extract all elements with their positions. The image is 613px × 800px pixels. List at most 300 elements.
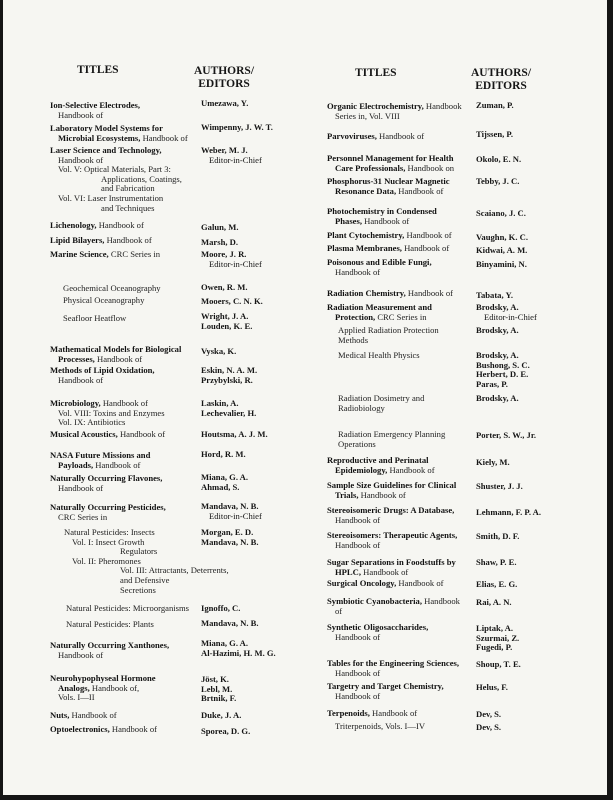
- title-bold-text: Poisonous and Edible Fungi,: [327, 257, 432, 267]
- title-line: [327, 268, 432, 278]
- author-name: Bushong, S. C.: [476, 359, 530, 370]
- title-text: Handbook of: [335, 539, 381, 550]
- title-line: [327, 516, 454, 526]
- title-bold-text: Mathematical Models for Biological: [50, 344, 182, 354]
- title-text: Vol. V: Optical Materials, Part 3:: [58, 164, 171, 175]
- right-title-entry: [327, 289, 453, 299]
- author-name: Al-Hazimi, H. M. G.: [201, 647, 276, 658]
- left-author-entry: [201, 604, 240, 614]
- right-author-entry: [476, 482, 523, 492]
- title-text: Handbook of: [396, 185, 444, 196]
- right-title-entry: [327, 579, 444, 589]
- title-text: Applied Radiation Protection: [338, 325, 439, 335]
- title-text: Handbook of: [93, 459, 141, 470]
- title-text: and Defensive: [120, 574, 170, 585]
- catalog-page: [3, 0, 607, 795]
- title-bold-text: Parvoviruses,: [327, 131, 377, 141]
- title-line: [327, 541, 457, 551]
- author-name: Shaw, P. E.: [476, 557, 517, 567]
- title-line: [327, 568, 456, 578]
- right-author-entry: [476, 233, 528, 243]
- right-title-entry: [327, 102, 462, 121]
- right-author-entry: [476, 431, 536, 441]
- title-text: Handbook: [423, 101, 462, 111]
- right-author-entry: [476, 624, 519, 653]
- title-text: Handbook of: [358, 489, 406, 500]
- title-bold-text: Laboratory Model Systems for: [50, 123, 163, 133]
- right-title-entry: [327, 682, 444, 701]
- left-title-entry: [50, 711, 117, 721]
- title-bold-text: Trials,: [335, 489, 359, 500]
- left-author-entry: [201, 473, 248, 492]
- right-title-entry: [335, 722, 425, 732]
- left-title-entry: [50, 674, 156, 703]
- title-bold-text: Stereoisomeric Drugs: A Database,: [327, 505, 455, 515]
- title-line: [50, 134, 188, 144]
- left-title-entry: [63, 284, 161, 294]
- right-title-entry: [327, 303, 432, 322]
- left-title-entry: [50, 641, 169, 660]
- title-text: Radiation Emergency Planning: [338, 429, 446, 439]
- title-bold-text: Processes,: [58, 353, 95, 364]
- author-name: Szurmai, Z.: [476, 632, 520, 643]
- title-text: Handbook of: [69, 710, 117, 720]
- author-name: Binyamini, N.: [476, 259, 527, 269]
- title-line: [327, 692, 444, 702]
- title-text: Handbook of: [335, 266, 381, 277]
- title-text: Handbook of: [58, 109, 104, 120]
- title-bold-text: Neurohypophyseal Hormone: [50, 673, 156, 683]
- right-title-entry: [327, 132, 424, 142]
- title-line: [50, 513, 166, 523]
- author-name: Vyska, K.: [201, 346, 237, 356]
- title-text: Handbook of,: [89, 682, 140, 693]
- title-text: and Techniques: [101, 202, 155, 213]
- title-bold-text: Naturally Occurring Flavones,: [50, 473, 163, 483]
- left-author-entry: [201, 297, 263, 307]
- title-bold-text: Musical Acoustics,: [50, 429, 118, 439]
- left-title-entry: [50, 451, 150, 470]
- author-name: Kiely, M.: [476, 457, 510, 467]
- left-title-entry: [50, 399, 165, 428]
- title-text: Medical Health Physics: [338, 350, 420, 360]
- title-text: Applications, Coatings,: [101, 173, 182, 184]
- title-text: Handbook of: [335, 690, 381, 701]
- right-title-entry: [338, 430, 445, 449]
- title-text: Vol. IX: Antibiotics: [58, 417, 126, 428]
- right-title-entry: [327, 456, 435, 475]
- title-text: Handbook of: [94, 353, 143, 364]
- left-titles-header: TITLES: [77, 64, 119, 76]
- title-bold-text: Phases,: [335, 215, 362, 226]
- title-line: [64, 586, 229, 596]
- title-bold-text: HPLC,: [335, 566, 362, 577]
- author-name: Zuman, P.: [476, 100, 514, 110]
- right-author-entry: [476, 660, 521, 670]
- title-text: Handbook of: [404, 230, 452, 240]
- author-name: Herbert, D. E.: [476, 369, 529, 380]
- title-text: Handbook of: [109, 724, 158, 734]
- title-text: Handbook of: [335, 514, 381, 525]
- title-text: Handbook of: [58, 374, 104, 385]
- title-text: Triterpenoids, Vols. I—IV: [335, 721, 426, 731]
- left-author-entry: [201, 450, 246, 460]
- title-text: Handbook of: [104, 235, 152, 245]
- title-bold-text: Laser Science and Technology,: [50, 145, 162, 155]
- author-name: Laskin, A.: [201, 398, 239, 408]
- right-author-entry: [476, 155, 521, 165]
- left-author-entry: [201, 347, 236, 357]
- title-bold-text: Sample Size Guidelines for Clinical: [327, 480, 457, 490]
- title-text: Handbook of: [58, 649, 104, 660]
- left-title-entry: [50, 221, 144, 231]
- title-bold-text: Photochemistry in Condensed: [327, 206, 437, 216]
- title-bold-text: Targetry and Target Chemistry,: [327, 681, 444, 691]
- right-author-entry: [476, 177, 519, 187]
- left-author-entry: [201, 639, 276, 658]
- right-title-entry: [327, 231, 452, 241]
- title-bold-text: Symbiotic Cyanobacteria,: [327, 596, 423, 606]
- author-name: Elias, E. G.: [476, 579, 518, 589]
- left-author-entry: [201, 711, 241, 721]
- title-text: Vol. III: Attractants, Deterrents,: [120, 565, 229, 576]
- title-text: Handbook of: [58, 482, 104, 493]
- title-text: Vol. I: Insect Growth: [72, 536, 145, 547]
- author-name: Mooers, C. N. K.: [201, 296, 263, 306]
- title-line: [327, 669, 459, 679]
- title-line: [50, 221, 144, 231]
- title-text: Natural Pesticides: Microorganisms: [66, 603, 189, 613]
- right-title-entry: [327, 258, 432, 277]
- left-author-entry: [201, 399, 256, 418]
- title-bold-text: Analogs,: [58, 682, 90, 693]
- title-line: [327, 633, 428, 643]
- title-line: [327, 231, 452, 241]
- right-author-entry: [476, 683, 508, 693]
- title-bold-text: Surgical Oncology,: [327, 578, 397, 588]
- title-line: [327, 579, 444, 589]
- left-title-entry: [63, 314, 126, 324]
- author-name: Lehmann, F. P. A.: [476, 507, 542, 517]
- author-name: Liptak, A.: [476, 623, 514, 633]
- title-text: Secretions: [120, 584, 156, 595]
- title-line: [327, 491, 456, 501]
- left-authors-header: [188, 65, 260, 91]
- right-title-entry: [327, 709, 417, 719]
- author-name: Scaiano, J. C.: [476, 208, 526, 218]
- title-bold-text: Radiation Chemistry,: [327, 288, 406, 298]
- left-title-entry: [50, 725, 157, 735]
- author-name: Hord, R. M.: [201, 449, 246, 459]
- left-title-entry: [66, 620, 154, 630]
- title-bold-text: Terpenoids,: [327, 708, 370, 718]
- title-line: [50, 693, 156, 703]
- title-bold-text: Methods of Lipid Oxidation,: [50, 365, 155, 375]
- left-title-entry: [50, 503, 166, 522]
- right-author-entry: [476, 303, 537, 322]
- title-text: Handbook of: [117, 429, 166, 439]
- title-line: [50, 651, 169, 661]
- right-title-entry: [327, 623, 428, 642]
- right-author-entry: [476, 351, 530, 389]
- left-author-entry: [201, 250, 262, 269]
- title-line: [50, 711, 117, 721]
- title-bold-text: NASA Future Missions and: [50, 450, 151, 460]
- author-name: Wright, J. A.: [201, 311, 249, 321]
- left-title-entry: [50, 236, 152, 246]
- left-title-entry: [50, 366, 155, 385]
- author-name: Vaughn, K. C.: [476, 232, 528, 242]
- title-line: [327, 709, 417, 719]
- left-author-entry: [201, 312, 252, 331]
- author-name: Lechevalier, H.: [201, 407, 257, 418]
- left-author-entry: [201, 146, 262, 165]
- title-text: Handbook of: [396, 578, 444, 588]
- title-line: [63, 314, 126, 324]
- left-title-entry: [50, 101, 140, 120]
- title-bold-text: Phosphorus-31 Nuclear Magnetic: [327, 176, 450, 186]
- author-name: Umezawa, Y.: [201, 98, 249, 108]
- title-text: Methods: [338, 334, 369, 345]
- title-line: [327, 164, 454, 174]
- author-name: Brodsky, A.: [476, 302, 519, 312]
- author-name: Brodsky, A.: [476, 393, 519, 403]
- title-bold-text: Synthetic Oligosaccharides,: [327, 622, 429, 632]
- title-text: Vol. VIII: Toxins and Enzymes: [58, 407, 165, 418]
- author-name: Brodsky, A.: [476, 350, 519, 360]
- title-line: [50, 236, 152, 246]
- author-name: Galun, M.: [201, 222, 239, 232]
- author-name: Przybylski, R.: [201, 374, 253, 385]
- author-name: Porter, S. W., Jr.: [476, 430, 536, 440]
- left-author-entry: [201, 366, 257, 385]
- author-name: Shoup, T. E.: [476, 659, 521, 669]
- title-text: Handbook of: [369, 708, 418, 718]
- title-line: [338, 404, 424, 414]
- left-author-entry: [201, 619, 259, 629]
- left-authors-header-line: EDITORS: [198, 78, 250, 90]
- title-text: Handbook of: [361, 215, 410, 226]
- author-name: Owen, R. M.: [201, 282, 248, 292]
- author-name: Tijssen, P.: [476, 129, 514, 139]
- right-author-entry: [476, 394, 519, 404]
- title-bold-text: Radiation Measurement and: [327, 302, 432, 312]
- title-text: Handbook of: [96, 220, 144, 230]
- title-text: Vol. II: Pheromones: [72, 555, 141, 566]
- title-line: [327, 187, 450, 197]
- editor-in-chief-label: Editor-in-Chief: [209, 154, 262, 165]
- editor-in-chief-label: Editor-in-Chief: [209, 258, 262, 269]
- title-line: [327, 132, 424, 142]
- title-line: [327, 217, 437, 227]
- author-name: Dev, S.: [476, 709, 502, 719]
- right-author-entry: [476, 508, 541, 518]
- title-bold-text: Organic Electrochemistry,: [327, 101, 424, 111]
- title-line: [327, 466, 435, 476]
- title-bold-text: Microbial Ecosystems,: [58, 132, 141, 143]
- title-line: [63, 296, 144, 306]
- author-name: Ahmad, S.: [201, 481, 240, 492]
- title-text: Vols. I—II: [58, 692, 95, 703]
- title-bold-text: Lipid Bilayers,: [50, 235, 105, 245]
- author-name: Fugedi, P.: [476, 642, 513, 653]
- title-text: CRC Series in: [108, 249, 161, 259]
- author-name: Duke, J. A.: [201, 710, 242, 720]
- title-line: [327, 289, 453, 299]
- author-name: Paras, P.: [476, 378, 508, 389]
- author-name: Kidwai, A. M.: [476, 245, 528, 255]
- title-line: [327, 112, 462, 122]
- left-author-entry: [201, 99, 248, 109]
- right-author-entry: [476, 326, 519, 336]
- title-text: Handbook of: [401, 243, 450, 253]
- left-title-entry: [66, 604, 189, 614]
- title-bold-text: Lichenology,: [50, 220, 97, 230]
- left-author-entry: [201, 283, 248, 293]
- left-title-entry: [50, 345, 181, 364]
- right-title-entry: [327, 177, 450, 196]
- right-author-entry: [476, 532, 519, 542]
- title-line: [50, 250, 160, 260]
- title-bold-text: Optoelectronics,: [50, 724, 110, 734]
- right-title-entry: [327, 244, 449, 254]
- title-bold-text: Plant Cytochemistry,: [327, 230, 405, 240]
- left-author-entry: [201, 123, 273, 133]
- title-text: Natural Pesticides: Insects: [64, 527, 155, 537]
- left-author-entry: [201, 675, 236, 704]
- title-text: Seafloor Heatflow: [63, 313, 127, 323]
- title-bold-text: Resonance Data,: [335, 185, 397, 196]
- title-text: Regulators: [120, 546, 158, 557]
- title-line: [327, 607, 460, 617]
- author-name: Brtnik, F.: [201, 693, 237, 704]
- author-name: Eskin, N. A. M.: [201, 365, 258, 375]
- right-author-entry: [476, 598, 512, 608]
- title-bold-text: Care Professionals,: [335, 162, 406, 173]
- author-name: Tabata, Y.: [476, 290, 514, 300]
- right-authors-header-line: AUTHORS/: [470, 67, 532, 79]
- title-line: [327, 597, 460, 607]
- right-author-entry: [476, 558, 517, 568]
- title-text: Handbook on: [405, 162, 455, 173]
- title-text: Handbook of: [361, 566, 409, 577]
- title-line: [50, 461, 150, 471]
- title-line: [50, 725, 157, 735]
- author-name: Helus, F.: [476, 682, 508, 692]
- author-name: Ignoffo, C.: [201, 603, 241, 613]
- title-line: [50, 204, 182, 214]
- author-name: Morgan, E. D.: [201, 527, 254, 537]
- right-author-entry: [476, 291, 513, 301]
- right-authors-header: [465, 67, 537, 93]
- right-author-entry: [476, 209, 526, 219]
- title-line: [50, 355, 181, 365]
- left-title-entry: [63, 296, 144, 306]
- title-text: Handbook of: [376, 131, 425, 141]
- title-text: Vol. VI: Laser Instrumentation: [58, 192, 164, 203]
- title-line: [327, 313, 432, 323]
- title-text: Handbook of: [58, 154, 104, 165]
- left-author-entry: [201, 502, 262, 521]
- title-bold-text: Marine Science,: [50, 249, 109, 259]
- author-name: Mandava, N. B.: [201, 501, 259, 511]
- right-title-entry: [327, 531, 457, 550]
- title-bold-text: Naturally Occurring Pesticides,: [50, 502, 166, 512]
- right-authors-header-line: EDITORS: [475, 80, 527, 92]
- title-bold-text: Plasma Membranes,: [327, 243, 402, 253]
- author-name: Tebby, J. C.: [476, 176, 520, 186]
- left-authors-header-line: AUTHORS/: [193, 65, 255, 77]
- author-name: Jöst, K.: [201, 674, 229, 684]
- right-title-entry: [327, 558, 456, 577]
- author-name: Lebl, M.: [201, 683, 233, 694]
- title-text: Radiation Dosimetry and: [338, 393, 425, 403]
- left-title-entry: [50, 146, 182, 213]
- author-name: Louden, K. E.: [201, 320, 253, 331]
- author-name: Brodsky, A.: [476, 325, 519, 335]
- right-titles-header: TITLES: [355, 67, 397, 79]
- left-title-entry: [50, 474, 162, 493]
- left-title-entry: [50, 124, 188, 143]
- left-author-entry: [201, 528, 259, 547]
- title-text: CRC Series in: [58, 511, 108, 522]
- right-author-entry: [476, 246, 527, 256]
- right-title-entry: [338, 394, 424, 413]
- right-author-entry: [476, 458, 510, 468]
- editor-in-chief-label: Editor-in-Chief: [209, 510, 262, 521]
- right-title-entry: [327, 154, 454, 173]
- author-name: Mandava, N. B.: [201, 536, 259, 547]
- title-bold-text: Tables for the Engineering Sciences,: [327, 658, 460, 668]
- author-name: Smith, D. F.: [476, 531, 520, 541]
- title-text: and Fabrication: [101, 183, 155, 194]
- title-text: Handbook of: [405, 288, 454, 298]
- title-line: [66, 604, 189, 614]
- title-bold-text: Reproductive and Perinatal: [327, 455, 429, 465]
- title-bold-text: Sugar Separations in Foodstuffs by: [327, 557, 456, 567]
- title-bold-text: Stereoisomers: Therapeutic Agents,: [327, 530, 458, 540]
- right-author-entry: [476, 130, 513, 140]
- title-text: Handbook of: [387, 464, 435, 475]
- title-line: [50, 376, 155, 386]
- right-title-entry: [327, 506, 454, 525]
- author-name: Sporea, D. G.: [201, 726, 251, 736]
- right-author-entry: [476, 710, 501, 720]
- title-text: CRC Series in: [375, 311, 427, 322]
- title-bold-text: Protection,: [335, 311, 376, 322]
- left-author-entry: [201, 727, 250, 737]
- author-name: Weber, M. J.: [201, 145, 248, 155]
- title-text: Handbook: [422, 596, 460, 606]
- right-author-entry: [476, 580, 517, 590]
- title-bold-text: Nuts,: [50, 710, 70, 720]
- title-bold-text: Payloads,: [58, 459, 94, 470]
- left-title-entry: [50, 430, 165, 440]
- title-text: Series in, Vol. VIII: [335, 110, 400, 121]
- author-name: Moore, J. R.: [201, 249, 247, 259]
- right-author-entry: [476, 723, 501, 733]
- author-name: Dev, S.: [476, 722, 502, 732]
- title-line: [338, 351, 420, 361]
- left-author-entry: [201, 223, 238, 233]
- author-name: Wimpenny, J. W. T.: [201, 122, 273, 132]
- title-line: [50, 430, 165, 440]
- title-text: Handbook of: [335, 667, 381, 678]
- title-text: Handbook of: [335, 631, 381, 642]
- author-name: Houtsma, A. J. M.: [201, 429, 268, 439]
- title-text: Radiobiology: [338, 402, 385, 413]
- right-title-entry: [338, 326, 439, 345]
